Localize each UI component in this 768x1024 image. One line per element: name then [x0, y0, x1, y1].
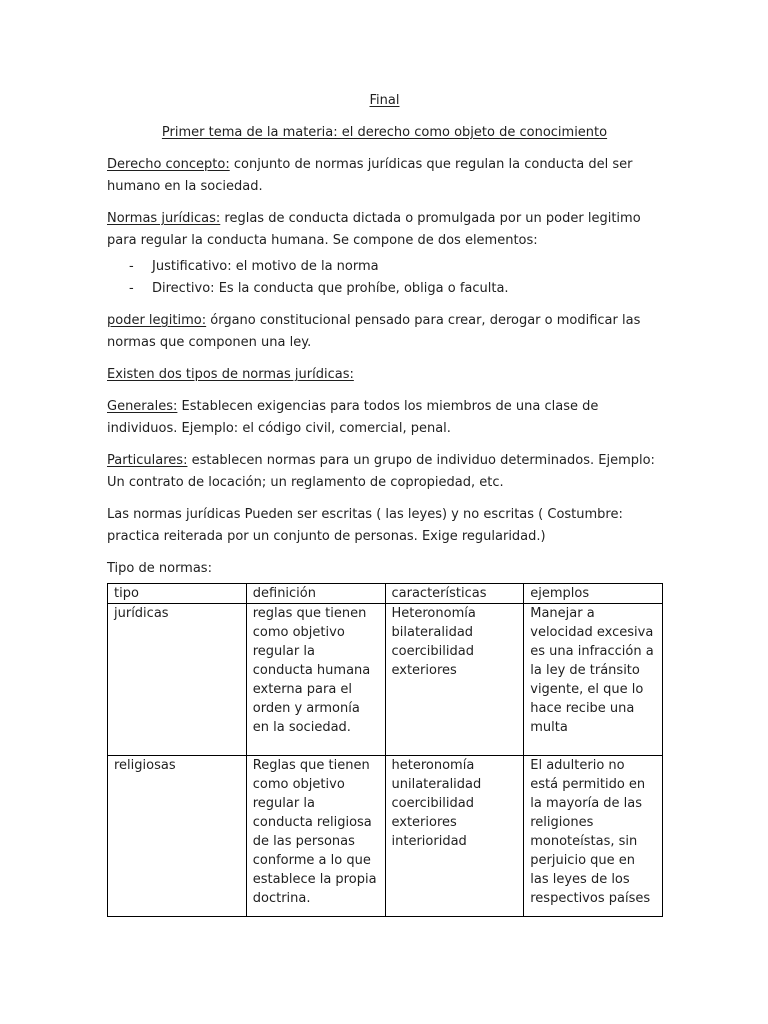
- text-derecho-concepto: conjunto de normas jurídicas que regulan la conducta del ser humano en la sociedad.: [107, 157, 633, 194]
- list-item: [107, 256, 662, 278]
- dash-bullet: -: [129, 281, 134, 296]
- term-poder-legitimo: poder legitimo:: [107, 313, 207, 328]
- paragraph-derecho-concepto: [107, 154, 662, 198]
- caracteristica-line: unilateralidad: [391, 777, 482, 792]
- list-item-text: Justificativo: el motivo de la norma: [152, 259, 379, 274]
- caracteristica-line: interioridad: [391, 834, 467, 849]
- list-item: [107, 278, 662, 300]
- paragraph-particulares: [107, 450, 662, 494]
- term-particulares: Particulares:: [107, 453, 188, 468]
- table-header-cell: características: [385, 584, 524, 604]
- norms-table: [107, 583, 663, 917]
- term-normas-juridicas: Normas jurídicas:: [107, 211, 221, 226]
- document-title-text: Final: [369, 93, 400, 108]
- text-poder-legitimo: órgano constitucional pensado para crear, derogar o modificar las normas que componen una ley.: [107, 313, 641, 350]
- caracteristica-line: coercibilidad: [391, 644, 474, 659]
- document-title: [107, 90, 662, 112]
- paragraph-tipo-de-normas: Tipo de normas:: [107, 561, 212, 576]
- elements-list: [107, 256, 662, 300]
- table-cell-ejemplos: El adulterio no está permitido en la mayoría de las religiones monoteístas, sin perjuicio que en las leyes de los respectivos países: [524, 756, 663, 917]
- caracteristica-line: exteriores: [391, 663, 457, 678]
- document-subtitle: [107, 122, 662, 144]
- paragraph-normas-juridicas: [107, 208, 662, 252]
- caracteristica-line: Heteronomía: [391, 606, 476, 621]
- paragraph-escritas: Las normas jurídicas Pueden ser escritas ( las leyes) y no escritas ( Costumbre: practica reiterada por un conjunto de personas. Exige regularidad.): [107, 507, 623, 544]
- text-normas-juridicas: reglas de conducta dictada o promulgada por un poder legitimo para regular la conducta humana. Se compone de dos elementos:: [107, 211, 641, 248]
- table-header-cell: tipo: [108, 584, 247, 604]
- paragraph-tipos-heading: [107, 364, 662, 386]
- table-header-cell: definición: [246, 584, 385, 604]
- table-cell-caracteristicas: [385, 604, 524, 756]
- text-particulares: establecen normas para un grupo de individuo determinados. Ejemplo: Un contrato de locación; un reglamento de copropiedad, etc.: [107, 453, 655, 490]
- caracteristica-line: heteronomía: [391, 758, 475, 773]
- table-cell-tipo: jurídicas: [108, 604, 247, 756]
- table-header-row: [108, 584, 663, 604]
- document-page: [107, 90, 662, 917]
- table-row: [108, 756, 663, 917]
- term-derecho-concepto: Derecho concepto:: [107, 157, 230, 172]
- dash-bullet: -: [129, 259, 134, 274]
- table-row: [108, 604, 663, 756]
- paragraph-poder-legitimo: [107, 310, 662, 354]
- paragraph-generales: [107, 396, 662, 440]
- caracteristica-line: exteriores: [391, 815, 457, 830]
- table-cell-ejemplos: Manejar a velocidad excesiva es una infracción a la ley de tránsito vigente, el que lo hace recibe una multa: [524, 604, 663, 756]
- tipos-heading: Existen dos tipos de normas jurídicas:: [107, 367, 354, 382]
- caracteristica-line: coercibilidad: [391, 796, 474, 811]
- caracteristica-line: bilateralidad: [391, 625, 474, 640]
- table-cell-caracteristicas: [385, 756, 524, 917]
- list-item-text: Directivo: Es la conducta que prohíbe, obliga o faculta.: [152, 281, 509, 296]
- table-cell-definicion: reglas que tienen como objetivo regular la conducta humana externa para el orden y armonía en la sociedad.: [246, 604, 385, 756]
- text-generales: Establecen exigencias para todos los miembros de una clase de individuos. Ejemplo: el código civil, comercial, penal.: [107, 399, 599, 436]
- term-generales: Generales:: [107, 399, 178, 414]
- table-header-cell: ejemplos: [524, 584, 663, 604]
- document-subtitle-text: Primer tema de la materia: el derecho como objeto de conocimiento: [161, 125, 608, 140]
- table-cell-tipo: religiosas: [108, 756, 247, 917]
- table-cell-definicion: Reglas que tienen como objetivo regular la conducta religiosa de las personas conforme a lo que establece la propia doctrina.: [246, 756, 385, 917]
